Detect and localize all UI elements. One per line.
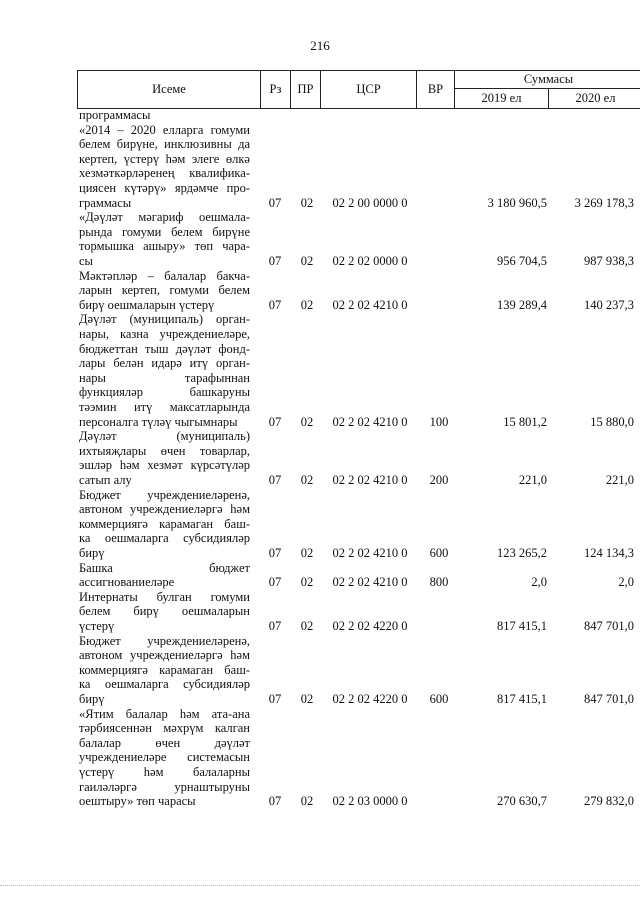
row-name-line: граммасы [79, 195, 132, 210]
row-csr: 02 2 02 0000 0 [332, 253, 408, 268]
row-name-line: тәрбиясеннән мәхрүм калган [79, 721, 250, 736]
row-vr [420, 619, 458, 634]
row-name-line: циясен күтәрү» ярдәмче про- [79, 180, 250, 195]
row-vr: 800 [429, 575, 449, 590]
row-name-line: Дәүләт (муниципаль) орган- [79, 312, 250, 327]
row-name-line: ларын кертеп, гомуми белем [79, 283, 250, 298]
row-rz: 07 [268, 618, 282, 633]
row-rz: 07 [268, 253, 282, 268]
row-name-line: хезмәткәрләренең квалифика- [79, 166, 250, 181]
row-name-line: «Ятим балалар һәм ата-ана [79, 706, 250, 721]
row-csr: 02 2 03 0000 0 [332, 794, 408, 809]
row-name [79, 210, 250, 268]
row-vr: 600 [429, 545, 449, 560]
row-pr: 02 [300, 253, 314, 268]
row-csr: 02 2 02 4220 0 [332, 691, 408, 706]
row-name-line: балалар өчен дәүләт [79, 735, 250, 750]
row-name [79, 707, 250, 809]
row-pr: 02 [300, 195, 314, 210]
row-pr: 02 [300, 414, 314, 429]
row-pr: 02 [300, 691, 314, 706]
row-name [79, 269, 250, 313]
row-name-line: тормышка ашыру» төп чара- [79, 239, 250, 254]
row-sum-2020: 15 880,0 [590, 414, 634, 429]
row-vr: 600 [429, 691, 449, 706]
row-sum-2019: 270 630,7 [497, 794, 547, 809]
row-sum-2019: 15 801,2 [503, 414, 547, 429]
table-row [0, 269, 640, 313]
row-name-line: нары тарафыннан [79, 370, 250, 385]
table-row [0, 561, 640, 590]
header-2020: 2020 ел [549, 89, 640, 109]
row-vr [420, 196, 458, 211]
row-name-line: персоналга түләү чыгымнары [79, 414, 238, 429]
header-name: Исеме [78, 71, 261, 109]
header-sums: Суммасы [455, 71, 640, 89]
table-row [0, 210, 640, 268]
table-row [0, 707, 640, 809]
row-name-line: Бюджет учреждениеләренә, [79, 633, 250, 648]
header-2019: 2019 ел [455, 89, 549, 109]
row-name [79, 634, 250, 707]
row-pr: 02 [300, 545, 314, 560]
row-name-line: функцияләр башкаруны [79, 385, 250, 400]
row-name-line: гаиләләргә урнаштыруны [79, 779, 250, 794]
header-rz: Рз [261, 71, 291, 109]
row-name-line: Башка бюджет [79, 560, 250, 575]
row-sum-2020: 140 237,3 [584, 297, 634, 312]
row-sum-2019: 2,0 [531, 575, 547, 590]
row-name-line: учреждениеләре системасын [79, 750, 250, 765]
table-row [0, 429, 640, 487]
row-name-line: автоном учреждениеләргә һәм [79, 648, 250, 663]
row-name-line: ка оешмаларга субсидияләр [79, 531, 250, 546]
row-name-line: «Дәүләт мәгариф оешмала- [79, 210, 250, 225]
row-name-line: коммерциягә карамаган баш- [79, 662, 250, 677]
row-sum-2020: 847 701,0 [584, 691, 634, 706]
row-name-line: тәэмин итү максатларында [79, 399, 250, 414]
row-name [79, 312, 250, 429]
header-vr: ВР [417, 71, 455, 109]
row-name-line: бирү оешмаларын үстерү [79, 297, 215, 312]
row-sum-2019: 817 415,1 [497, 691, 547, 706]
row-name-line: ка оешмаларга субсидияләр [79, 677, 250, 692]
row-sum-2019: 956 704,5 [497, 253, 547, 268]
row-name-line: «2014 – 2020 елларга гомуми [79, 122, 250, 137]
row-sum-2020: 124 134,3 [584, 545, 634, 560]
row-name-line: үстерү һәм балаларны [79, 764, 250, 779]
row-sum-2020: 3 269 178,3 [574, 195, 634, 210]
row-csr: 02 2 02 4210 0 [332, 414, 408, 429]
row-name-line: сы [79, 253, 93, 268]
row-name-line: автоном учреждениеләргә һәм [79, 502, 250, 517]
row-name-line: үстерү [79, 618, 115, 633]
row-csr: 02 2 02 4210 0 [332, 575, 408, 590]
row-rz: 07 [268, 472, 282, 487]
table-row [0, 312, 640, 429]
row-csr: 02 2 00 0000 0 [332, 195, 408, 210]
row-name-line: лары белән идарә итү орган- [79, 356, 250, 371]
row-sum-2019: 817 415,1 [497, 618, 547, 633]
row-name-line: Мәктәпләр – балалар бакча- [79, 268, 250, 283]
row-name-line: программасы [79, 108, 151, 122]
row-name-line: белем бирү оешмаларын [79, 604, 250, 619]
row-name [79, 108, 250, 210]
row-sum-2020: 2,0 [618, 575, 634, 590]
row-name-line: ассигнованиеләре [79, 575, 175, 590]
row-vr: 200 [429, 472, 449, 487]
row-csr: 02 2 02 4220 0 [332, 618, 408, 633]
footer-divider [0, 885, 640, 888]
row-sum-2019: 123 265,2 [497, 545, 547, 560]
row-rz: 07 [268, 691, 282, 706]
row-pr: 02 [300, 472, 314, 487]
row-name-line: сатып алу [79, 472, 132, 487]
row-rz: 07 [268, 794, 282, 809]
row-vr [420, 794, 458, 809]
table-row [0, 488, 640, 561]
row-name [79, 488, 250, 561]
row-csr: 02 2 02 4210 0 [332, 545, 408, 560]
row-vr: 100 [429, 414, 449, 429]
row-sum-2019: 3 180 960,5 [487, 195, 547, 210]
row-name [79, 429, 250, 487]
header-pr: ПР [291, 71, 321, 109]
row-name-line: нары, казна учреждениеләре, [79, 326, 250, 341]
row-rz: 07 [268, 545, 282, 560]
row-rz: 07 [268, 195, 282, 210]
row-rz: 07 [268, 297, 282, 312]
row-name-line: бюджеттан тыш дәүләт фонд- [79, 341, 250, 356]
table-row [0, 634, 640, 707]
table-row [0, 590, 640, 634]
row-name-line: Дәүләт (муниципаль) [79, 429, 250, 444]
row-pr: 02 [300, 297, 314, 312]
row-vr [420, 298, 458, 313]
table-row [0, 108, 640, 210]
row-name-line: бирү [79, 545, 105, 560]
row-csr: 02 2 02 4210 0 [332, 297, 408, 312]
row-name-line: рында гомуми белем бирүне [79, 224, 250, 239]
row-name-line: оештыру» төп чарасы [79, 794, 196, 809]
row-sum-2020: 847 701,0 [584, 618, 634, 633]
row-name [79, 590, 250, 634]
row-name-line: эшләр һәм хезмәт күрсәтүләр [79, 458, 250, 473]
row-rz: 07 [268, 414, 282, 429]
table-header [77, 70, 640, 109]
row-name-line: белем бирүне, инклюзивны да [79, 137, 250, 152]
row-vr [420, 254, 458, 269]
row-name [79, 561, 250, 590]
page-number: 216 [310, 38, 330, 53]
row-pr: 02 [300, 794, 314, 809]
row-name-line: бирү [79, 691, 105, 706]
row-sum-2020: 279 832,0 [584, 794, 634, 809]
row-sum-2020: 987 938,3 [584, 253, 634, 268]
row-name-line: Бюджет учреждениеләренә, [79, 487, 250, 502]
row-csr: 02 2 02 4210 0 [332, 472, 408, 487]
row-pr: 02 [300, 575, 314, 590]
row-sum-2019: 221,0 [518, 472, 547, 487]
row-pr: 02 [300, 618, 314, 633]
row-sum-2020: 221,0 [605, 472, 634, 487]
row-rz: 07 [268, 575, 282, 590]
row-sum-2019: 139 289,4 [497, 297, 547, 312]
row-name-line: Интернаты булган гомуми [79, 589, 250, 604]
row-name-line: коммерциягә карамаган баш- [79, 516, 250, 531]
header-csr: ЦСР [321, 71, 417, 109]
row-name-line: кертеп, үстерү һәм элеге өлкә [79, 151, 250, 166]
row-name-line: ихтыяҗлары өчен товарлар, [79, 443, 250, 458]
